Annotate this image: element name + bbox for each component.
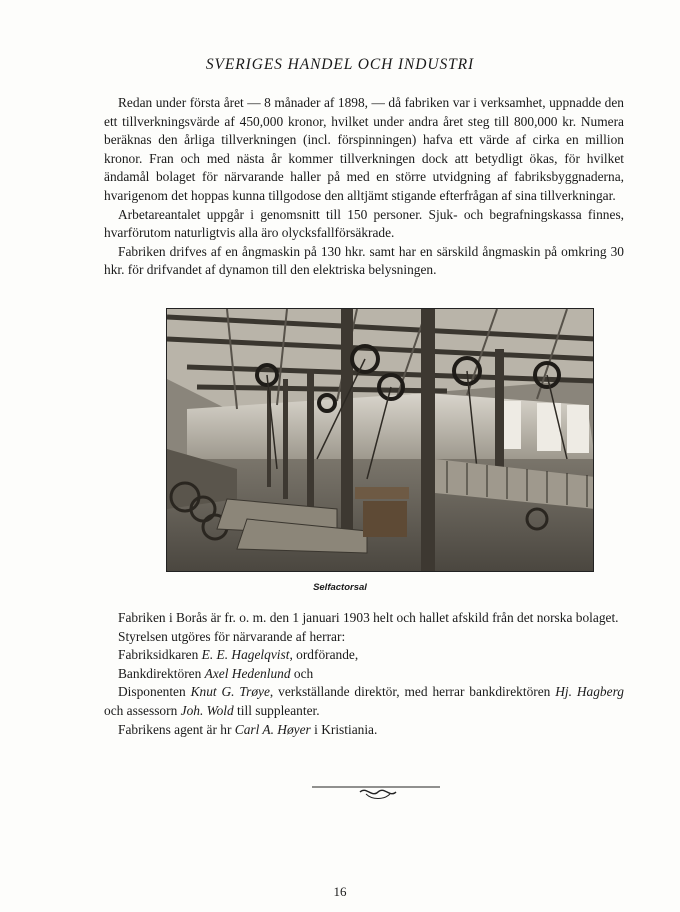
agent-line: Fabrikens agent är hr Carl A. Høyer i Kristiania.	[118, 721, 378, 737]
body-text-bottom	[104, 609, 624, 739]
ornament-icon	[0, 780, 680, 802]
person-name: Hj. Hagberg	[555, 684, 624, 700]
person-name: Carl A. Høyer	[234, 721, 311, 737]
paragraph-engines: Fabriken drifves af en ångmaskin på 130 hkr. samt har en särskild ångmaskin på omkring 30 hkr. för drifvandet af dynamon till den elektriska belysningen.	[104, 243, 624, 278]
person-name: Axel Hedenlund	[204, 665, 291, 681]
board-intro: Styrelsen utgöres för närvarande af herrar:	[118, 628, 346, 644]
paragraph-separation: Fabriken i Borås är fr. o. m. den 1 januari 1903 helt och hallet afskild från det norska bolaget.	[118, 610, 619, 625]
board-member-2: Bankdirektören Axel Hedenlund och	[118, 665, 314, 681]
board-member-chairman: Fabriksidkaren E. E. Hagelqvist, ordförande,	[118, 647, 359, 663]
paragraph-production: Redan under första året — 8 månader af 1898, — då fabriken var i verksamhet, uppnadde den ett tillverkningsvärde af 450,000 kronor, hvilket under andra året steg till 800,000 kr. Numera beräknas den årliga tillverkningen (incl. förspinningen) hafva ett värde af cirka en million kronor. Fran och med nästa år kommer tillverkningen dock att betydligt ökas, för hvilket ändamål bolaget för närvarande haller på med en större utvidgning af fabriksbyggnaderna, hvarigenom det hoppas kunna tillgodose den alltjämt stigande efterfrågan af sina tillverkningar.	[104, 95, 624, 203]
body-text-top	[104, 94, 624, 280]
page-number: 16	[333, 884, 347, 899]
person-name: Joh. Wold	[180, 702, 234, 718]
person-name: Knut G. Trøye	[190, 684, 270, 700]
paragraph-workers: Arbetareantalet uppgår i genomsnitt till 150 personer. Sjuk- och begrafningskassa finnes, hvarförutom naturligtvis alla äro olycksfallförsäkrade.	[104, 206, 624, 241]
ornament-divider	[0, 780, 680, 802]
running-head: SVERIGES HANDEL OCH INDUSTRI	[205, 56, 475, 73]
person-name: E. E. Hagelqvist	[201, 647, 290, 663]
photo-caption: Selfactorsal	[313, 582, 367, 593]
factory-photo	[166, 308, 594, 572]
board-director-and-deputies: Disponenten Knut G. Trøye, verkställande direktör, med herrar bankdirektören Hj. Hagberg och assessorn Joh. Wold till suppleanter.	[104, 684, 624, 718]
factory-interior-illustration	[167, 309, 594, 572]
